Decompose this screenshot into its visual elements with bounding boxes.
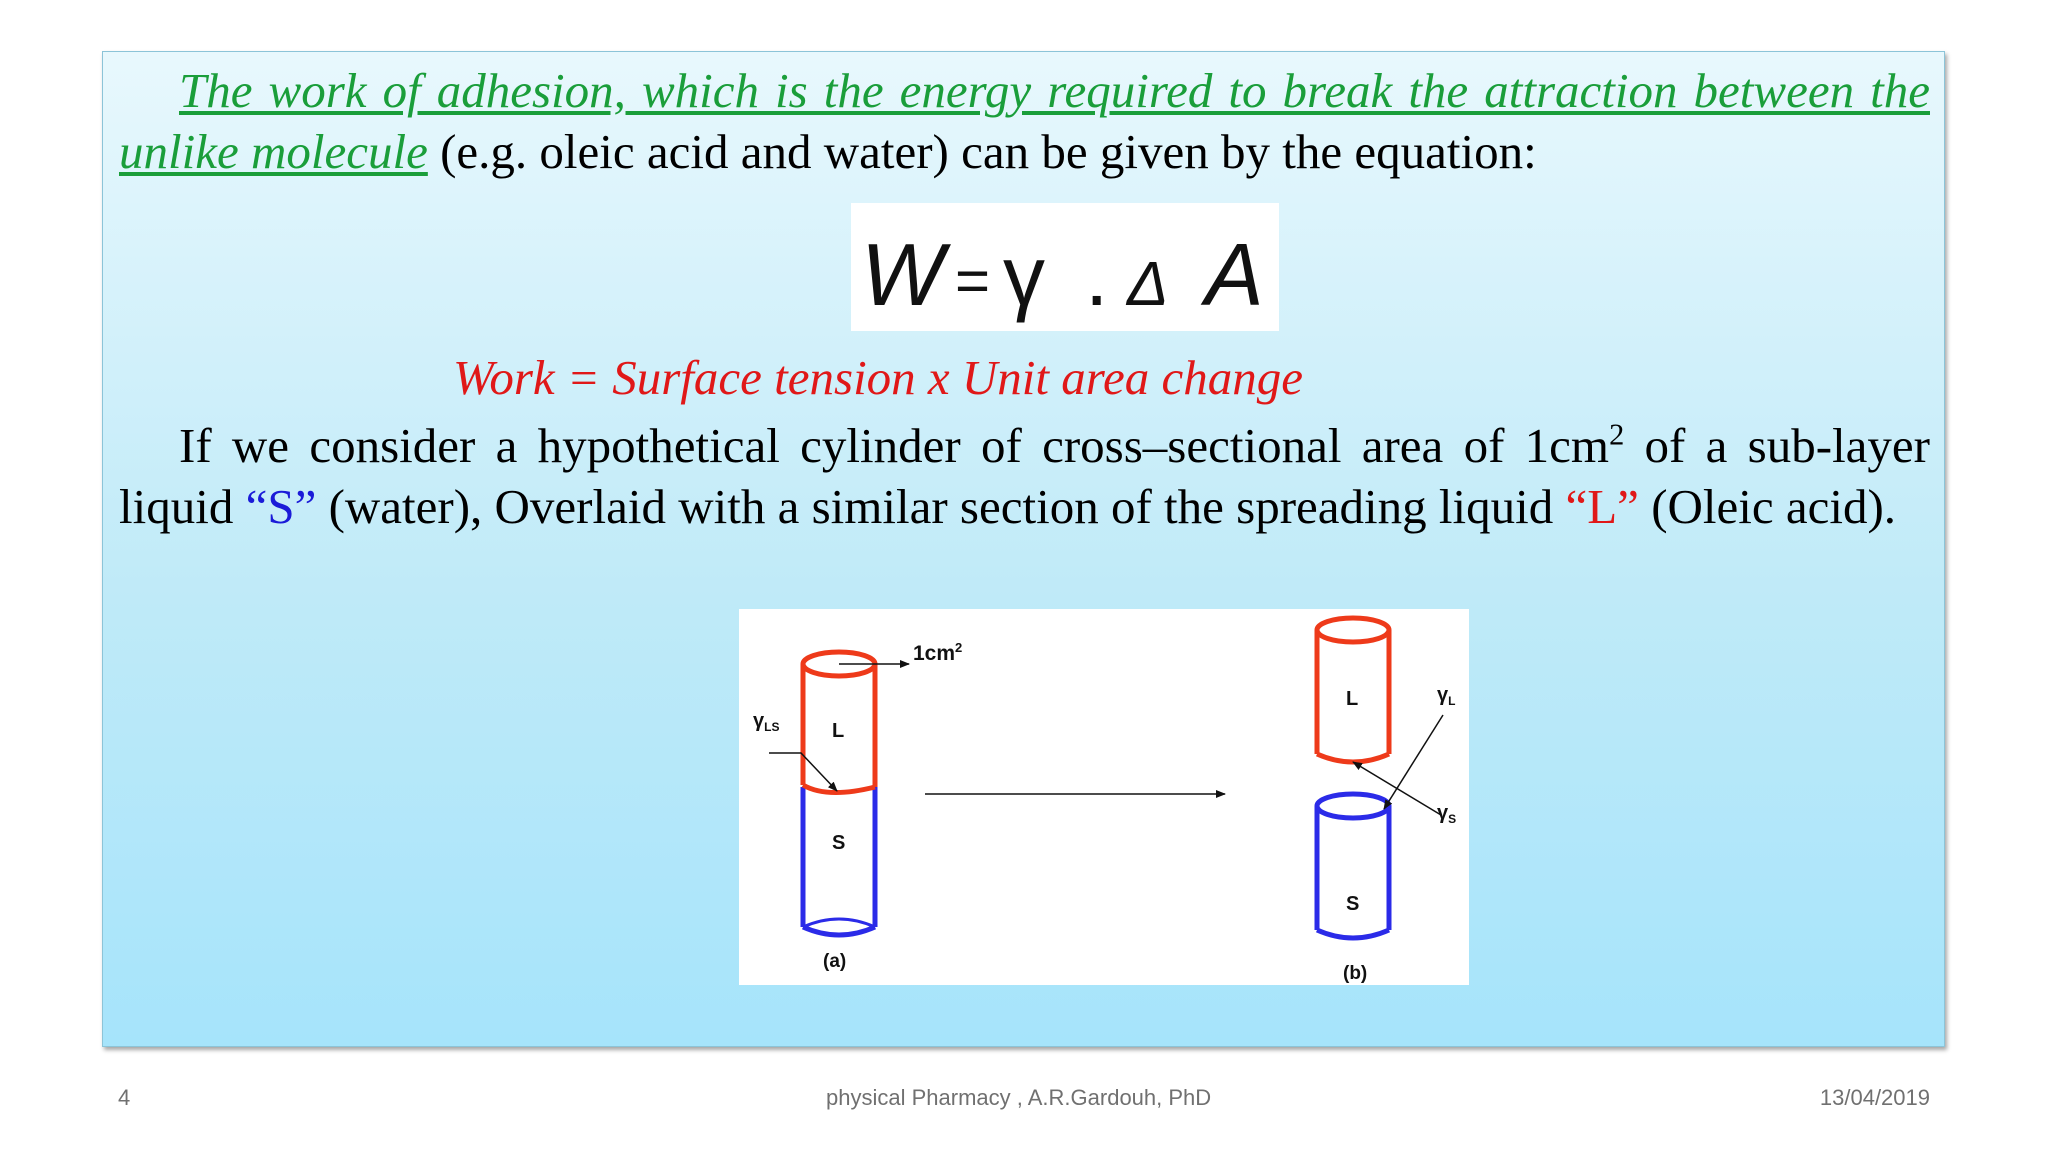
cylinder-diagram bbox=[739, 609, 1469, 985]
cylinder-text-1: If we consider a hypothetical cylinder of cross–sectional area of 1cm bbox=[179, 418, 1610, 473]
footer-author: physical Pharmacy , A.R.Gardouh, PhD bbox=[826, 1085, 1212, 1110]
cylinder-b-s bbox=[1317, 794, 1389, 938]
work-formula-text: Work = Surface tension x Unit area change bbox=[453, 350, 1304, 405]
cylinder-text-4: (Oleic acid). bbox=[1638, 479, 1897, 534]
liquid-s-b: S bbox=[1346, 893, 1360, 915]
content-box bbox=[102, 51, 1945, 1047]
gamma-ls-label: $\gamma_{LS}$ bbox=[753, 710, 780, 734]
gamma-l-label: $\gamma_L$ bbox=[1437, 684, 1456, 708]
spreading-label-l: “L” bbox=[1565, 479, 1639, 534]
liquid-s-a: S bbox=[832, 832, 846, 854]
adhesion-definition: The work of adhesion, which is the energy required to break the attraction between the unlike molecule bbox=[119, 63, 1930, 179]
equation-a: A bbox=[1205, 225, 1264, 324]
equation-image bbox=[851, 203, 1279, 331]
sublayer-label-s: “S” bbox=[245, 479, 317, 534]
adhesion-paragraph bbox=[119, 60, 1930, 182]
equation-gamma: γ bbox=[1003, 229, 1045, 323]
gamma-s-label: $\gamma_S$ bbox=[1437, 802, 1457, 826]
equation-dot: . bbox=[1085, 229, 1109, 323]
cylinder-text-2: of a sub-layer liquid bbox=[119, 418, 1930, 534]
adhesion-equation-intro: (e.g. oleic acid and water) can be given by the equation: bbox=[427, 124, 1537, 179]
footer-date: 13/04/2019 bbox=[1819, 1085, 1930, 1110]
liquid-l-b: L bbox=[1346, 688, 1359, 710]
equation-w: W bbox=[861, 225, 945, 324]
cylinder-paragraph bbox=[119, 415, 1930, 537]
label-b: (b) bbox=[1343, 963, 1368, 984]
cylinder-a bbox=[803, 652, 875, 935]
equation-delta: Δ bbox=[1127, 250, 1169, 319]
area-label: $1cm^2$ bbox=[913, 640, 963, 665]
liquid-l-a: L bbox=[832, 720, 845, 742]
slide-number: 4 bbox=[118, 1085, 131, 1110]
cylinder-text-3: (water), Overlaid with a similar section of the spreading liquid bbox=[316, 479, 1566, 534]
label-a: (a) bbox=[823, 951, 847, 972]
equation-equals: = bbox=[955, 247, 991, 314]
cylinder-area-exponent: 2 bbox=[1609, 417, 1625, 452]
